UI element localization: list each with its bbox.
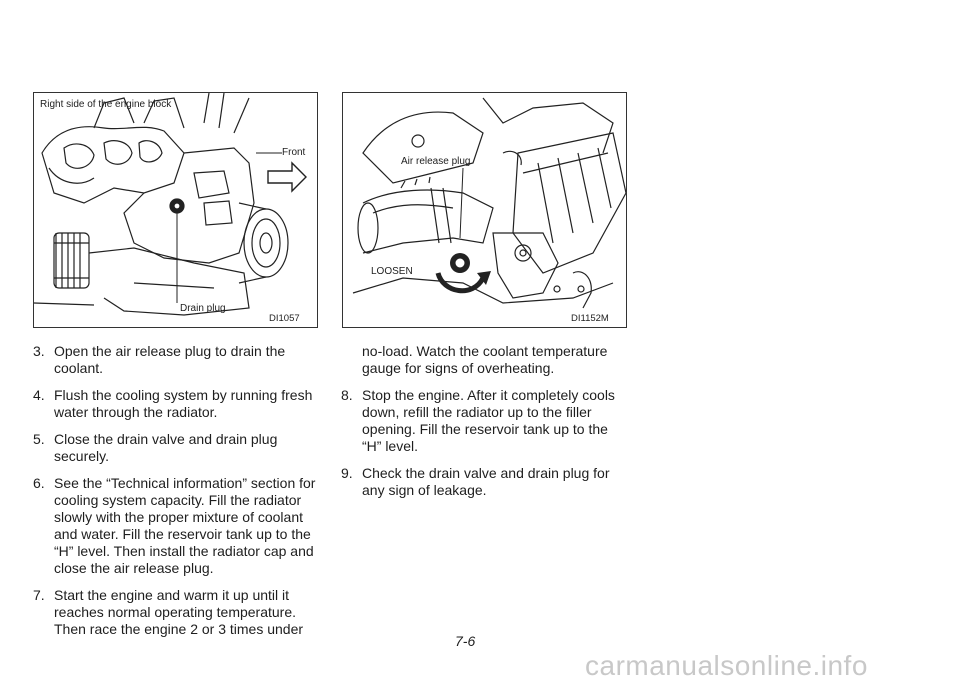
step-text: Check the drain valve and drain plug for any sign of leakage. bbox=[362, 465, 610, 498]
step-text: Stop the engine. After it completely cools down, refill the radiator up to the filler opening. Fill the reservoir tank up to the “H” level. bbox=[362, 387, 615, 454]
step-text: Start the engine and warm it up until it reaches normal operating temperature. Then race the engine 2 or 3 times under bbox=[54, 587, 304, 637]
label-drain-plug: Drain plug bbox=[180, 303, 226, 314]
step-text: Open the air release plug to drain the coolant. bbox=[54, 343, 286, 376]
step-number: 9. bbox=[341, 465, 353, 481]
step-4 bbox=[33, 387, 318, 421]
air-release-illustration bbox=[343, 93, 626, 327]
left-column bbox=[33, 343, 318, 648]
step-number: 5. bbox=[33, 431, 45, 447]
step-number: 8. bbox=[341, 387, 353, 403]
figure-engine-block bbox=[33, 92, 318, 328]
step-5 bbox=[33, 431, 318, 465]
step-number: 6. bbox=[33, 475, 45, 491]
step-text: See the “Technical information” section for cooling system capacity. Fill the radiator slowly with the proper mixture of coolant and water. Fill the reservoir tank up to the “H” level. Then install the radiator cap and close the air release plug. bbox=[54, 475, 316, 576]
right-column bbox=[341, 343, 626, 509]
step-text: Close the drain valve and drain plug securely. bbox=[54, 431, 278, 464]
engine-block-illustration bbox=[34, 93, 317, 327]
label-front: Front bbox=[282, 147, 306, 158]
step-3 bbox=[33, 343, 318, 377]
figure2-code: DI1152M bbox=[571, 313, 609, 324]
watermark: carmanualsonline.info bbox=[585, 650, 868, 681]
step-number: 7. bbox=[33, 587, 45, 603]
step-7 bbox=[33, 587, 318, 638]
step-number: 3. bbox=[33, 343, 45, 359]
step-9 bbox=[341, 465, 626, 499]
label-loosen: LOOSEN bbox=[371, 266, 413, 277]
figure1-code: DI1057 bbox=[269, 313, 300, 324]
step-8 bbox=[341, 387, 626, 455]
label-air-release-plug: Air release plug bbox=[401, 156, 471, 167]
step-7-continuation: no-load. Watch the coolant temperature gauge for signs of overheating. bbox=[362, 343, 608, 376]
figure-air-release-plug bbox=[342, 92, 627, 328]
page-number: 7-6 bbox=[455, 633, 476, 649]
step-text: Flush the cooling system by running fresh water through the radiator. bbox=[54, 387, 313, 420]
step-number: 4. bbox=[33, 387, 45, 403]
figure1-title: Right side of the engine block bbox=[40, 99, 172, 110]
step-6 bbox=[33, 475, 318, 577]
